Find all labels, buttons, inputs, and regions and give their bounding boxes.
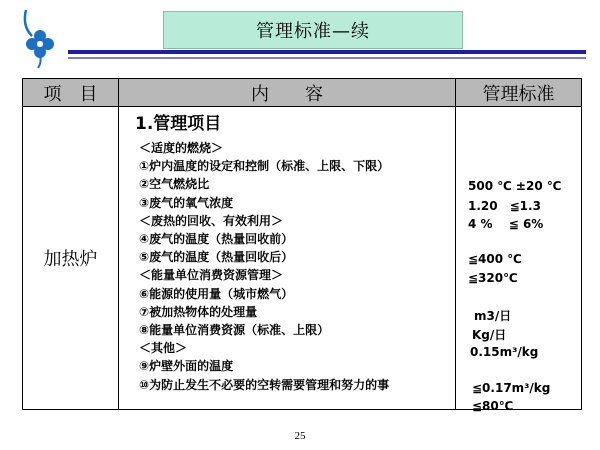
list-item: ②空气燃烧比 [139,177,210,192]
page-number: 25 [294,430,306,442]
standard-value: ≦320℃ [468,271,518,285]
standard-value: 4 % ≦ 6% [468,217,544,231]
standard-value: ≦400 ℃ [468,252,522,266]
group-label: ＜其他＞ [139,341,188,356]
standard-value: 1.20 ≦1.3 [468,199,541,213]
group-label: ＜能量单位消费资源管理＞ [139,268,284,283]
item-cell: 加热炉 [23,107,119,410]
header-divider-thin [68,57,586,59]
standard-value: Kg/日 [472,328,507,342]
standard-value: m3/日 [474,309,512,323]
standard-value: ≦80℃ [472,399,514,413]
clover-logo-icon [20,6,60,70]
group-label: ＜废热的回收、有效利用＞ [139,213,284,228]
content-heading: 1.管理项目 [135,114,222,134]
header-item: 项 目 [23,79,119,107]
header-standard: 管理标准 [456,79,582,107]
standard-value: ≦0.17m³/kg [472,381,551,395]
slide-title: 管理标准—续 [163,11,463,49]
list-item: ⑦被加热物体的处理量 [139,304,258,319]
table-header-row [23,79,582,107]
list-item: ③废气的氧气浓度 [139,195,234,210]
management-standard-table [22,78,582,413]
header-divider-thick [68,50,586,54]
table-row [23,107,582,410]
list-item: ⑩为防止发生不必要的空转需要管理和努力的事 [139,377,390,392]
list-item: ⑥能源的使用量（城市燃气） [139,286,294,301]
content-cell [119,107,456,410]
group-label: ＜适度的燃烧＞ [139,141,224,155]
list-item: ④废气的温度（热量回收前） [139,232,294,247]
standard-cell [456,107,582,413]
list-item: ⑧能量单位消费资源（标准、上限） [139,323,330,338]
list-item: ⑤废气的温度（热量回收后） [139,250,294,265]
standard-value: 0.15m³/kg [470,345,539,359]
header-content: 内 容 [119,79,456,107]
standard-value: 500 ℃ ±20 ℃ [468,179,562,193]
list-item: ⑨炉壁外面的温度 [139,359,234,374]
list-item: ①炉内温度的设定和控制（标准、上限、下限） [139,159,390,174]
